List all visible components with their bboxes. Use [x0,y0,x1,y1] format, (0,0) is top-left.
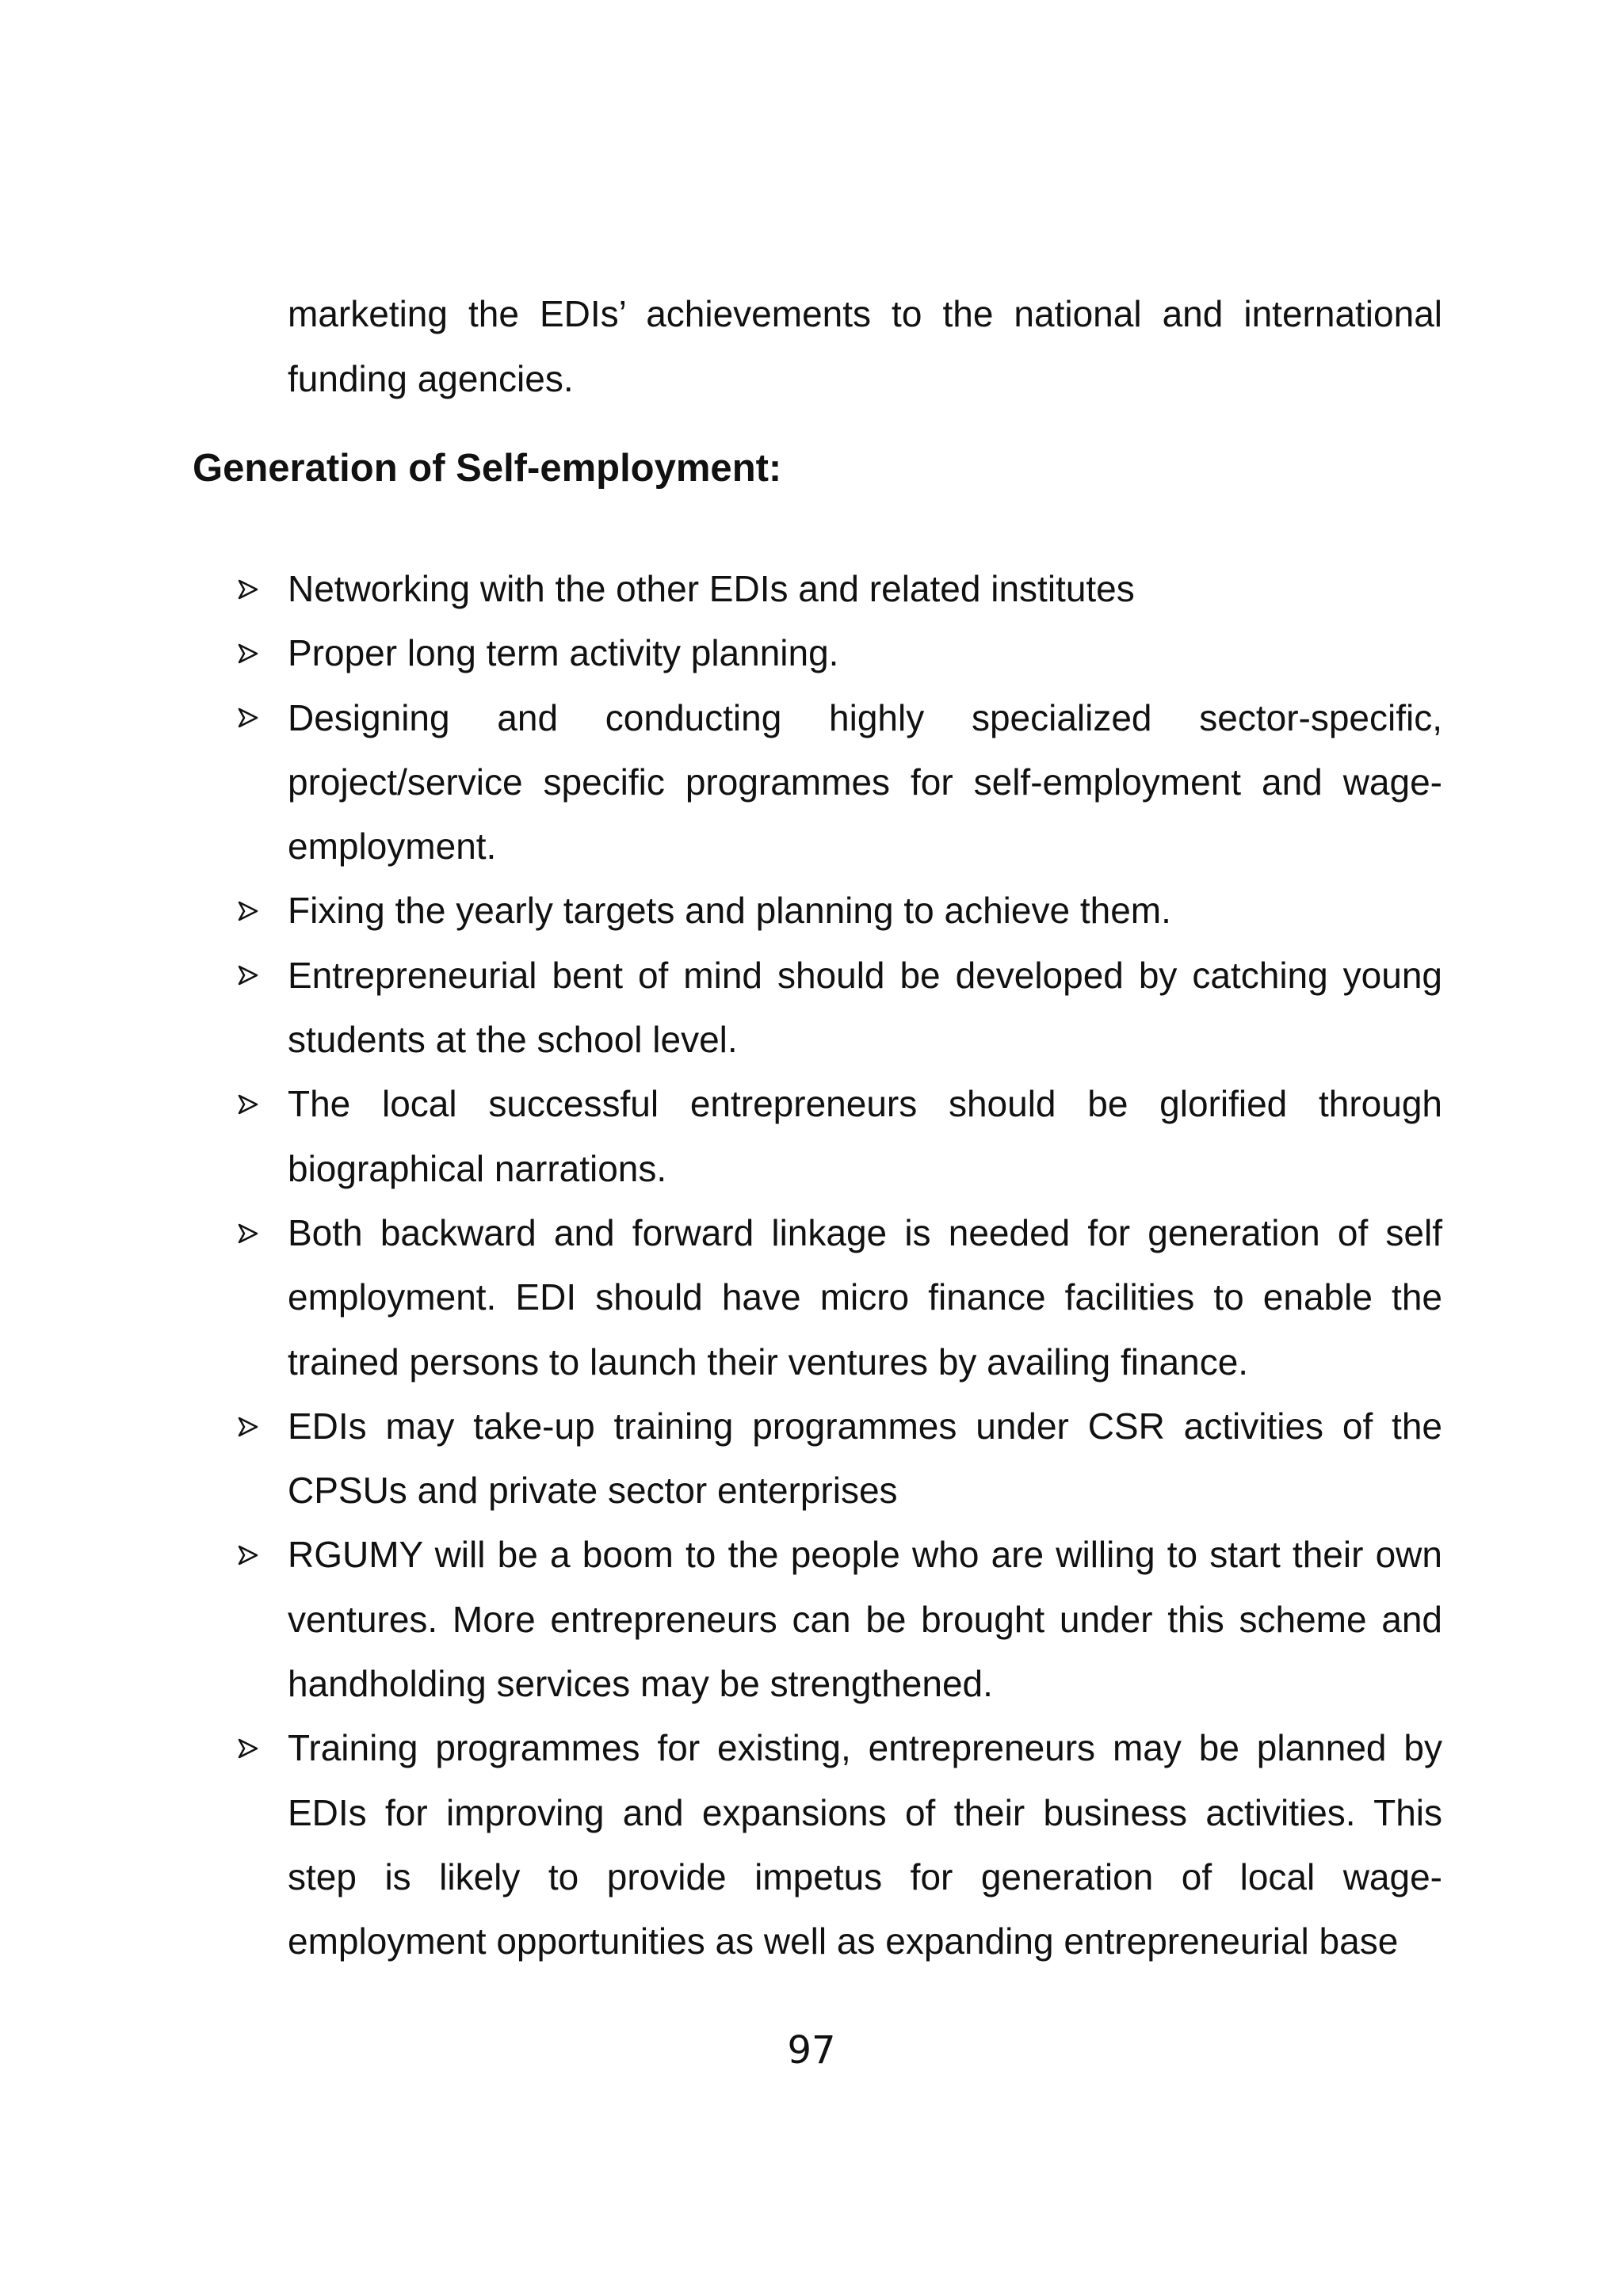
list-item [238,1716,1442,1974]
arrowhead-bullet-icon [238,557,288,621]
list-item-text: EDIs may take-up training programmes under CSR activities of the CPSUs and private sector enterprises [288,1405,1442,1512]
list-item-text: The local successful entrepreneurs should be glorified through biographical narrations. [288,1083,1442,1189]
list-item [238,621,1442,685]
arrowhead-bullet-icon [238,1072,288,1136]
list-item-text: Both backward and forward linkage is needed for generation of self employment. EDI should have micro finance facilities to enable the trained persons to launch their ventures by availing finance. [288,1211,1442,1383]
arrowhead-bullet-icon [238,1716,288,1780]
page-number: 97 [787,2028,836,2073]
list-item-text: Fixing the yearly targets and planning to achieve them. [288,890,1171,932]
arrowhead-bullet-icon [238,621,288,685]
list-item [238,1523,1442,1716]
arrowhead-bullet-icon [238,1394,288,1459]
list-item-text: Entrepreneurial bent of mind should be developed by catching young students at the school level. [288,954,1442,1061]
list-item [238,879,1442,943]
list-item [238,1394,1442,1524]
list-item [238,944,1442,1073]
arrowhead-bullet-icon [238,944,288,1008]
list-item-text: Training programmes for existing, entrepreneurs may be planned by EDIs for improving and expansions of their business activities. This step is likely to provide impetus for generation of local wage-employment opportunities as well as expanding entrepreneurial base [288,1727,1442,1962]
arrowhead-bullet-icon [238,686,288,750]
bullet-list [238,557,1442,1974]
list-item [238,1201,1442,1394]
list-item [238,557,1442,621]
arrowhead-bullet-icon [238,879,288,943]
intro-paragraph: marketing the EDIs’ achievements to the national and international funding agencies. [288,293,1442,399]
list-item-text: RGUMY will be a boom to the people who are willing to start their own ventures. More entrepreneurs can be brought under this scheme and handholding services may be strengthened. [288,1534,1442,1705]
list-item-text: Designing and conducting highly specialized sector-specific, project/service specific programmes for self-employment and wage-employment. [288,696,1442,868]
arrowhead-bullet-icon [238,1201,288,1265]
arrowhead-bullet-icon [238,1523,288,1587]
list-item-text: Networking with the other EDIs and related institutes [288,568,1135,609]
list-item-text: Proper long term activity planning. [288,632,839,674]
section-heading: Generation of Self-employment: [193,447,782,490]
list-item [238,686,1442,879]
list-item [238,1072,1442,1201]
